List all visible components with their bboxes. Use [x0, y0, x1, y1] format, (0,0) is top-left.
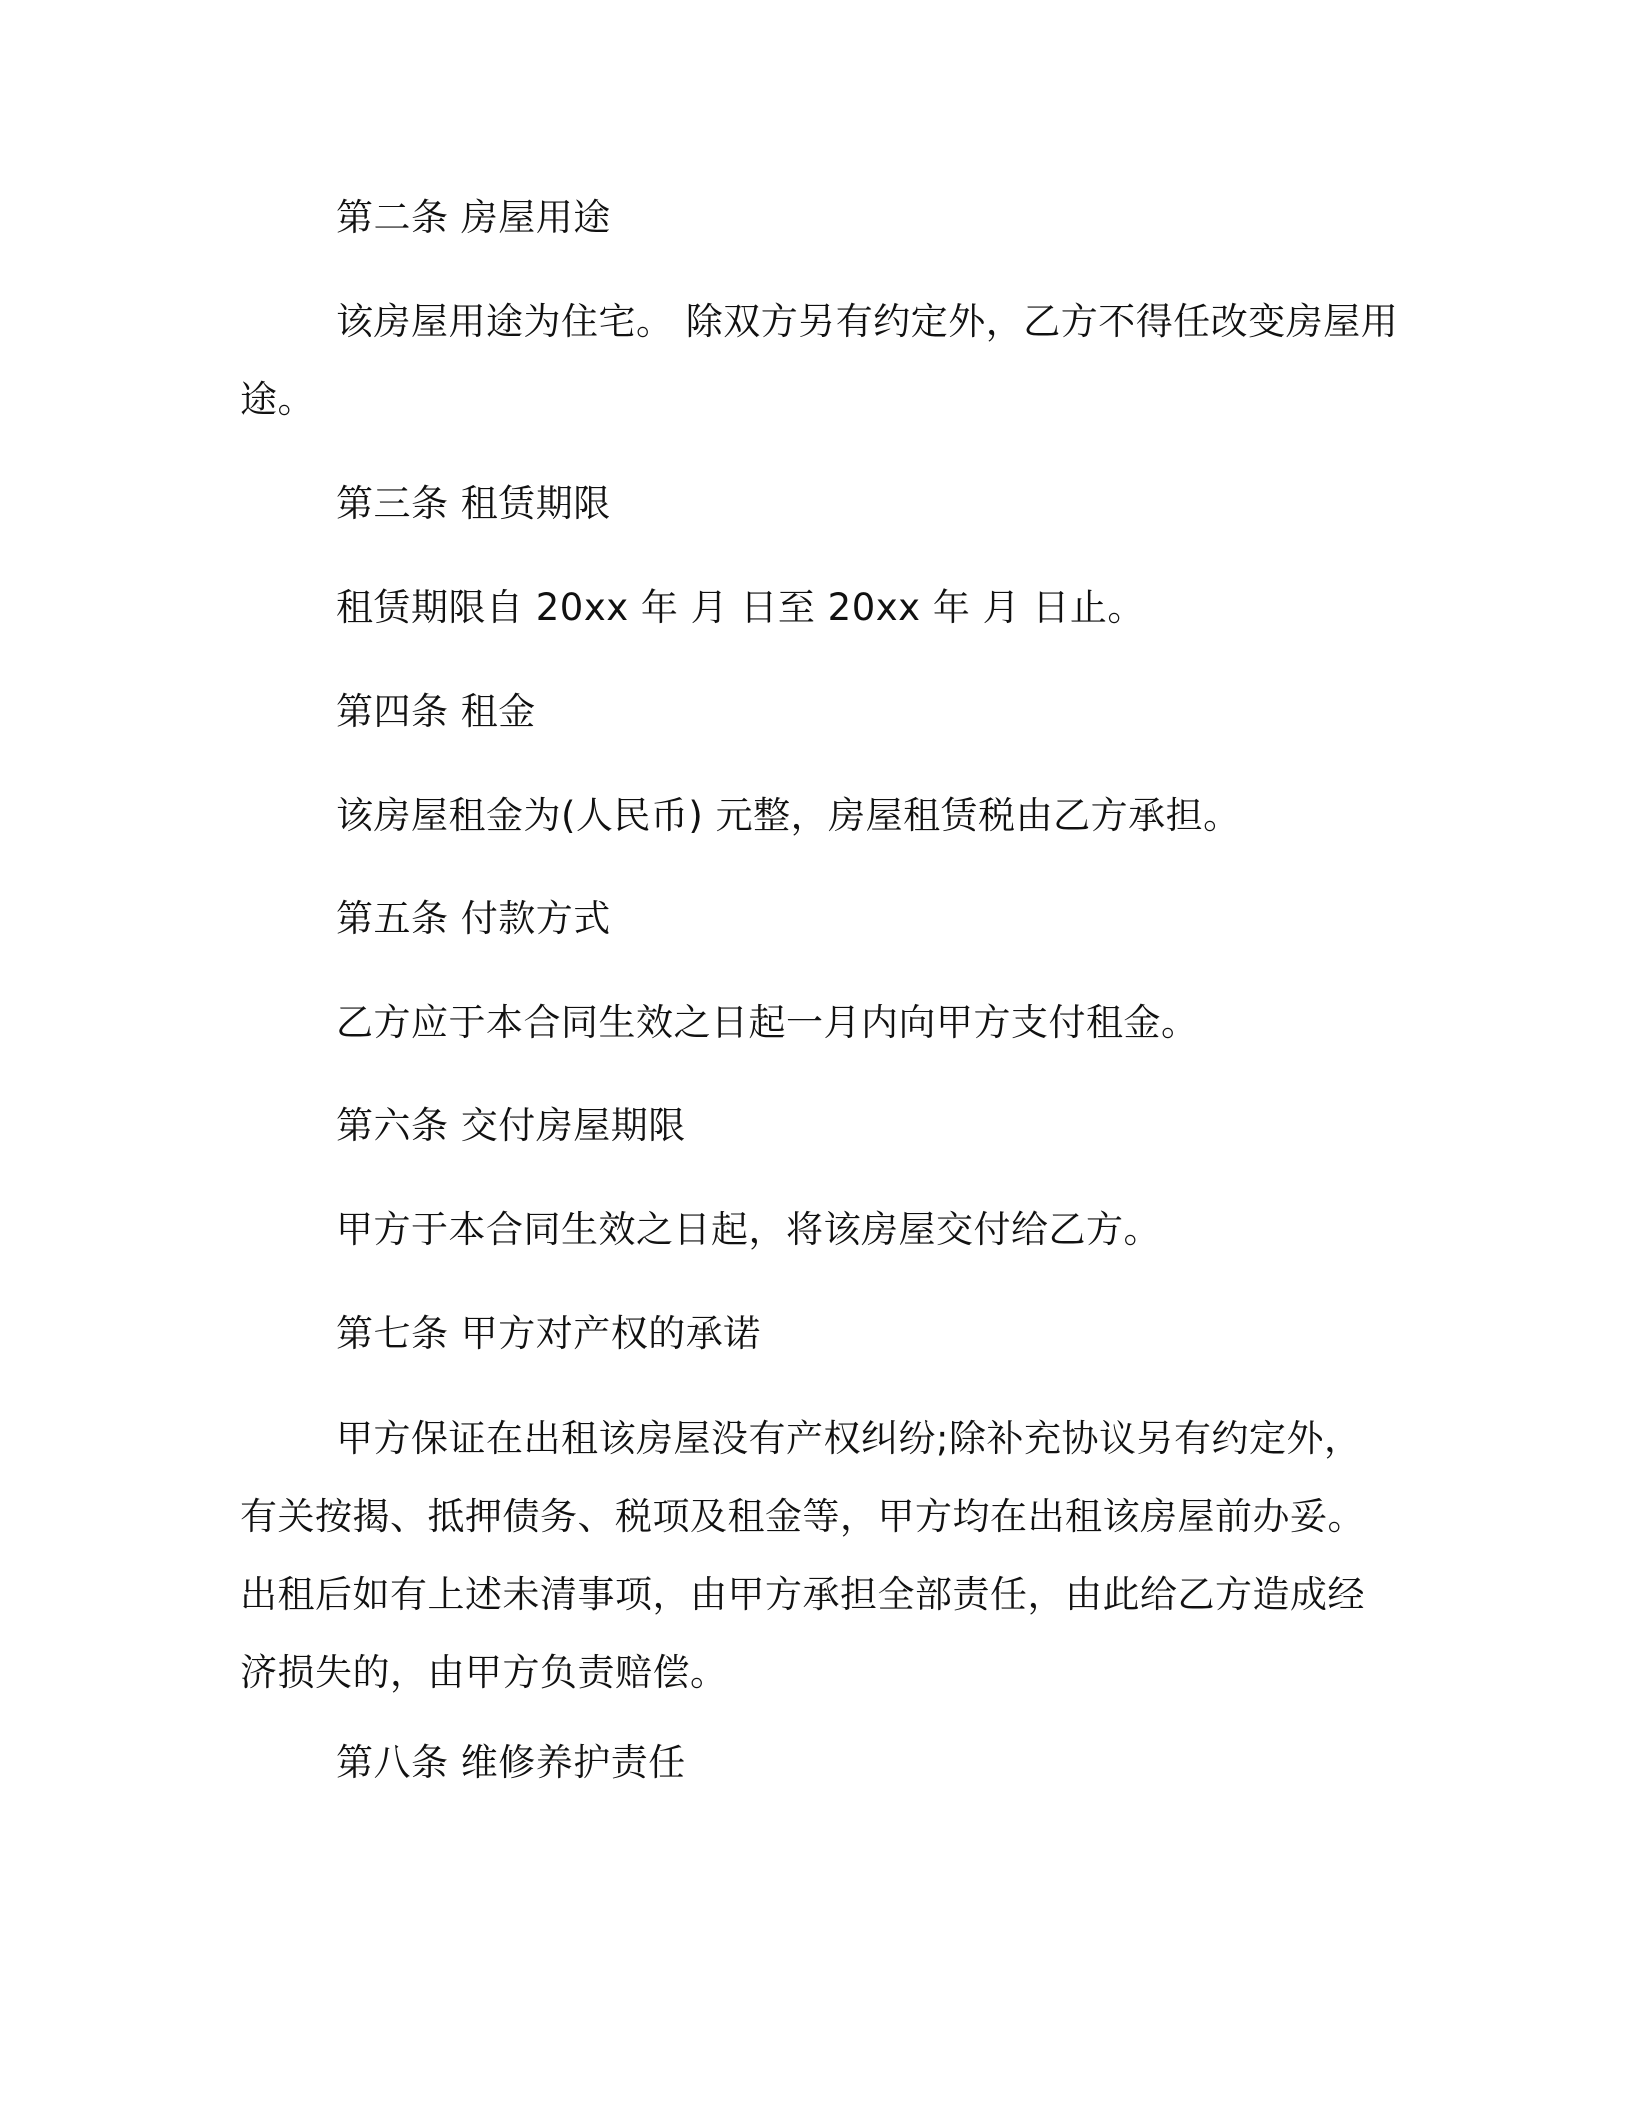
article-4-body: 该房屋租金为(人民币) 元整，房屋租赁税由乙方承担。 — [336, 794, 1241, 837]
article-3-body: 租赁期限自 20xx 年 月 日至 20xx 年 月 日止。 — [336, 586, 1145, 629]
article-2-body-line-2: 途。 — [240, 378, 315, 421]
article-2-heading: 第二条 房屋用途 — [336, 196, 611, 239]
article-5-heading: 第五条 付款方式 — [336, 897, 611, 940]
article-5-body: 乙方应于本合同生效之日起一月内向甲方支付租金。 — [336, 1001, 1199, 1044]
article-7-heading: 第七条 甲方对产权的承诺 — [336, 1312, 761, 1355]
article-7-body — [240, 1400, 1400, 1712]
article-4-heading: 第四条 租金 — [336, 690, 536, 733]
article-6-heading: 第六条 交付房屋期限 — [336, 1104, 686, 1147]
article-7-body-line-3: 出租后如有上述未清事项，由甲方承担全部责任，由此给乙方造成经 — [240, 1573, 1365, 1616]
article-3-heading: 第三条 租赁期限 — [336, 482, 611, 525]
article-6-body: 甲方于本合同生效之日起，将该房屋交付给乙方。 — [336, 1208, 1161, 1251]
article-7-body-line-4: 济损失的，由甲方负责赔偿。 — [240, 1651, 728, 1694]
article-7-body-line-1: 甲方保证在出租该房屋没有产权纠纷;除补充协议另有约定外， — [336, 1417, 1362, 1460]
article-8-heading: 第八条 维修养护责任 — [336, 1741, 686, 1784]
article-2-body-line-1: 该房屋用途为住宅。 除双方另有约定外，乙方不得任改变房屋用 — [336, 300, 1399, 343]
article-7-body-line-2: 有关按揭、抵押债务、税项及租金等，甲方均在出租该房屋前办妥。 — [240, 1495, 1365, 1538]
